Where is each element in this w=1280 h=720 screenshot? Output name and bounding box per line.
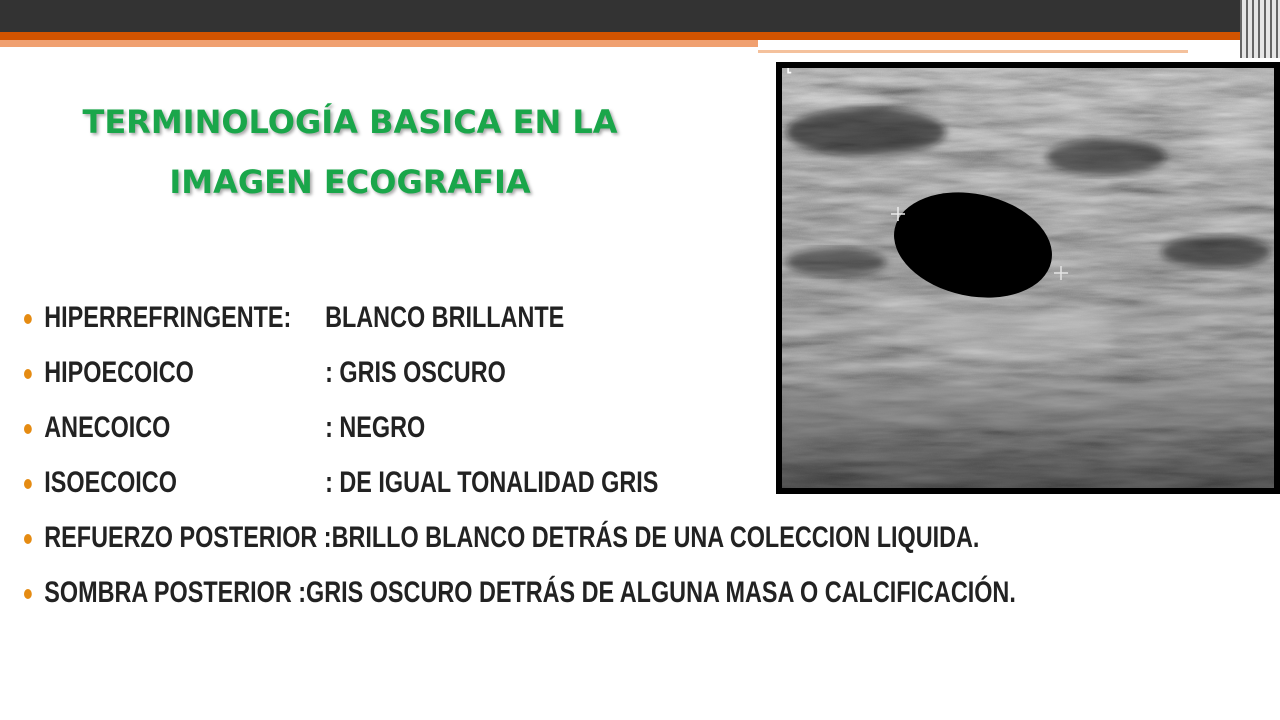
term-label: ANECOICO <box>44 411 171 444</box>
term-description: : DE IGUAL TONALIDAD GRIS <box>325 466 659 499</box>
title-line-1: TERMINOLOGÍA BASICA EN LA <box>82 103 618 141</box>
slide-title <box>0 92 700 212</box>
term-description: BLANCO BRILLANTE <box>325 301 565 334</box>
term-text: REFUERZO POSTERIOR :BRILLO BLANCO DETRÁS DE UNA COLECCION LIQUIDA. <box>44 521 980 554</box>
ultrasound-image <box>776 62 1280 494</box>
bullet-dot <box>24 589 32 599</box>
term-description: : NEGRO <box>325 411 426 444</box>
term-description: : GRIS OSCURO <box>325 356 506 389</box>
title-line-2: IMAGEN ECOGRAFIA <box>169 163 531 201</box>
term-label: HIPOECOICO <box>44 356 194 389</box>
term-label: HIPERREFRINGENTE: <box>44 301 292 334</box>
term-label: ISOECOICO <box>44 466 177 499</box>
list-item <box>24 565 1027 620</box>
bullet-dot <box>24 369 32 379</box>
list-item <box>24 510 1199 565</box>
top-thin-line <box>758 50 1188 53</box>
bullet-dot <box>24 314 32 324</box>
top-accent-bar <box>0 32 1280 40</box>
top-light-bar <box>0 40 758 47</box>
bullet-dot <box>24 534 32 544</box>
corner-stripes <box>1240 0 1280 58</box>
depth-attenuation <box>782 68 1274 488</box>
term-text: SOMBRA POSTERIOR :GRIS OSCURO DETRÁS DE ALGUNA MASA O CALCIFICACIÓN. <box>44 576 1016 609</box>
bullet-dot <box>24 424 32 434</box>
bullet-dot <box>24 479 32 489</box>
top-bar <box>0 0 1280 32</box>
